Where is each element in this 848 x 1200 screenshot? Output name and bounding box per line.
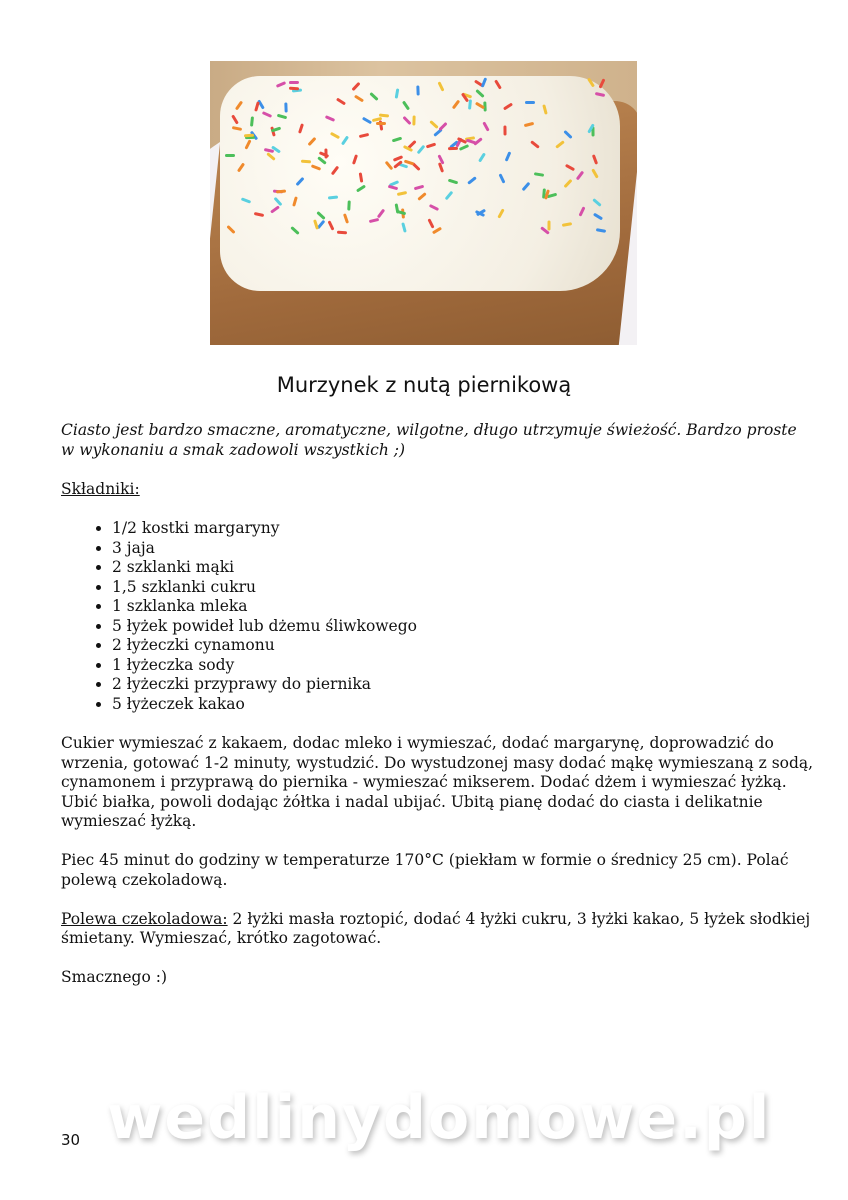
sprinkle	[352, 154, 358, 164]
sprinkle	[452, 99, 460, 109]
glaze-line	[61, 910, 810, 930]
sprinkle	[402, 101, 410, 111]
sprinkle	[587, 78, 595, 88]
sprinkle	[337, 230, 347, 234]
sprinkle	[376, 122, 386, 125]
ingredient-item: • 2 łyżeczki cynamonu	[112, 636, 417, 656]
intro-line: w wykonaniu a smak zadowoli wszystkich ;)	[61, 441, 406, 459]
sprinkle	[523, 122, 533, 127]
sprinkle	[402, 116, 411, 125]
sprinkle	[325, 115, 335, 122]
sprinkle	[482, 122, 489, 132]
recipe-title: Murzynek z nutą piernikową	[276, 373, 572, 397]
sprinkle	[562, 222, 572, 227]
sprinkle	[356, 184, 366, 192]
glaze-text: 2 łyżki masła roztopić, dodać 4 łyżki cukru, 3 łyżki kakao, 5 łyżek słodkiej	[227, 910, 811, 928]
sprinkle	[503, 103, 513, 111]
sprinkle	[232, 127, 242, 132]
sprinkle	[429, 204, 439, 211]
ingredient-item: • 1/2 kostki margaryny	[112, 519, 417, 539]
sprinkle	[416, 85, 419, 95]
ingredients-list	[61, 519, 417, 714]
sprinkle	[392, 136, 402, 142]
sprinkle	[376, 209, 384, 219]
sprinkle	[425, 143, 435, 149]
method-line: wrzenia, gotować 1-2 minuty, wystudzić. Do wystudzonej masy dodać mąkę wymieszaną z sodą,	[61, 754, 814, 772]
sprinkle	[241, 197, 251, 203]
sprinkle	[591, 154, 597, 164]
sprinkle	[505, 151, 512, 161]
cake-photo	[210, 61, 637, 345]
sprinkle	[388, 185, 398, 190]
sprinkle	[311, 164, 321, 170]
sprinkle	[270, 205, 280, 213]
sprinkle	[522, 182, 531, 192]
sprinkle	[354, 94, 364, 102]
ingredient-item: • 1 łyżeczka sody	[112, 656, 417, 676]
sprinkle	[396, 191, 406, 196]
sprinkle	[385, 160, 394, 170]
sprinkle	[288, 81, 298, 84]
sprinkle	[481, 78, 487, 88]
sprinkle	[244, 133, 254, 137]
sprinkle	[427, 219, 434, 229]
intro-line: Ciasto jest bardzo smaczne, aromatyczne, wilgotne, długo utrzymuje świeżość. Bardzo proste	[61, 421, 797, 439]
sprinkle	[417, 192, 426, 201]
whipped-cream	[220, 76, 620, 291]
baking-line: polewą czekoladową.	[61, 871, 228, 889]
method-line: wymieszać łyżką.	[61, 812, 197, 830]
sprinkle	[459, 144, 469, 151]
sprinkle	[331, 165, 339, 175]
sprinkle	[237, 162, 245, 172]
sprinkle	[564, 179, 573, 188]
ingredient-item: • 2 szklanki mąki	[112, 558, 417, 578]
sprinkle	[347, 200, 351, 210]
closing-text: Smacznego :)	[61, 968, 168, 986]
sprinkle	[594, 92, 604, 97]
method-line: Cukier wymieszać z kakaem, dodac mleko i wymieszać, dodać margarynę, doprowadzić do	[61, 734, 774, 752]
sprinkle	[401, 222, 407, 232]
sprinkle	[439, 122, 448, 131]
sprinkle	[414, 185, 424, 191]
page-number: 30	[61, 1131, 81, 1149]
sprinkle	[468, 99, 472, 109]
sprinkle	[592, 198, 602, 207]
sprinkle	[444, 190, 453, 200]
sprinkle	[497, 208, 504, 218]
ingredient-item: • 1 szklanka mleka	[112, 597, 417, 617]
glaze-label: Polewa czekoladowa:	[61, 910, 228, 928]
sprinkle	[328, 221, 335, 231]
sprinkle	[292, 197, 298, 207]
method-line: Ubić białka, powoli dodając żółtka i nadal ubijać. Ubitą pianę dodać do ciasta i delikatnie	[61, 793, 763, 811]
sprinkle	[254, 101, 260, 111]
sprinkle	[499, 173, 506, 183]
ingredient-item: • 2 łyżeczki przyprawy do piernika	[112, 675, 417, 695]
sprinkle	[368, 218, 378, 223]
sprinkle	[543, 104, 548, 114]
sprinkle	[437, 81, 444, 91]
sprinkle	[301, 160, 311, 164]
sprinkle	[429, 120, 438, 129]
sprinkle	[225, 154, 235, 157]
sprinkle	[530, 140, 540, 149]
sprinkle	[525, 101, 535, 104]
sprinkle	[370, 92, 379, 101]
sprinkle	[396, 209, 406, 215]
sprinkle	[575, 170, 583, 180]
sprinkle	[395, 89, 400, 99]
sprinkle	[285, 103, 288, 113]
sprinkle	[448, 147, 458, 150]
sprinkle	[413, 115, 416, 125]
sprinkle	[231, 114, 239, 124]
sprinkle	[592, 169, 600, 179]
sprinkle	[351, 82, 360, 91]
sprinkle	[328, 195, 338, 199]
ingredient-item: • 1,5 szklanki cukru	[112, 578, 417, 598]
sprinkle	[504, 125, 507, 135]
sprinkle	[336, 97, 346, 105]
baking-line: Piec 45 minut do godziny w temperaturze 170°C (piekłam w formie o średnicy 25 cm). Polać	[61, 851, 789, 869]
sprinkle	[467, 176, 477, 185]
sprinkle	[534, 172, 544, 177]
sprinkle	[266, 153, 276, 162]
sprinkle	[362, 116, 372, 124]
sprinkle	[254, 212, 264, 217]
sprinkle	[563, 130, 572, 139]
sprinkle	[250, 116, 254, 126]
sprinkle	[343, 213, 349, 223]
watermark: wedlinydomowe.pl	[107, 1083, 772, 1153]
ingredient-item: • 5 łyżeczek kakao	[112, 695, 417, 715]
sprinkle	[290, 226, 299, 235]
sprinkle	[494, 80, 502, 90]
sprinkle	[478, 152, 486, 162]
sprinkle	[599, 78, 606, 88]
sprinkle	[579, 206, 586, 216]
sprinkle	[289, 86, 299, 90]
sprinkle	[316, 211, 325, 220]
sprinkle	[341, 135, 349, 145]
sprinkle	[448, 179, 458, 185]
sprinkle	[593, 213, 603, 221]
ingredients-heading: Składniki:	[61, 480, 140, 498]
sprinkle	[548, 221, 551, 231]
sprinkle	[555, 140, 565, 148]
glaze-line: śmietany. Wymieszać, krótko zagotować.	[61, 929, 382, 947]
sprinkle	[262, 111, 272, 118]
sprinkle	[227, 225, 236, 234]
sprinkle	[307, 137, 316, 146]
sprinkle	[245, 139, 252, 149]
sprinkle	[358, 132, 368, 137]
ingredient-item: • 5 łyżek powideł lub dżemu śliwkowego	[112, 617, 417, 637]
sprinkle	[235, 101, 243, 111]
sprinkle	[295, 176, 304, 185]
sprinkle	[359, 172, 364, 182]
method-line: cynamonem i przyprawą do piernika - wymieszać mikserem. Dodać dżem i wymieszać łyżką.	[61, 773, 787, 791]
sprinkle	[330, 132, 340, 139]
sprinkle	[432, 227, 442, 235]
sprinkle	[276, 81, 286, 88]
sprinkle	[596, 228, 606, 233]
ingredient-item: • 3 jaja	[112, 539, 417, 559]
sprinkle	[276, 189, 286, 193]
sprinkle	[565, 164, 575, 172]
sprinkle	[276, 113, 286, 119]
sprinkle	[298, 123, 304, 133]
sprinkle	[475, 90, 484, 99]
sprinkle	[416, 144, 425, 154]
